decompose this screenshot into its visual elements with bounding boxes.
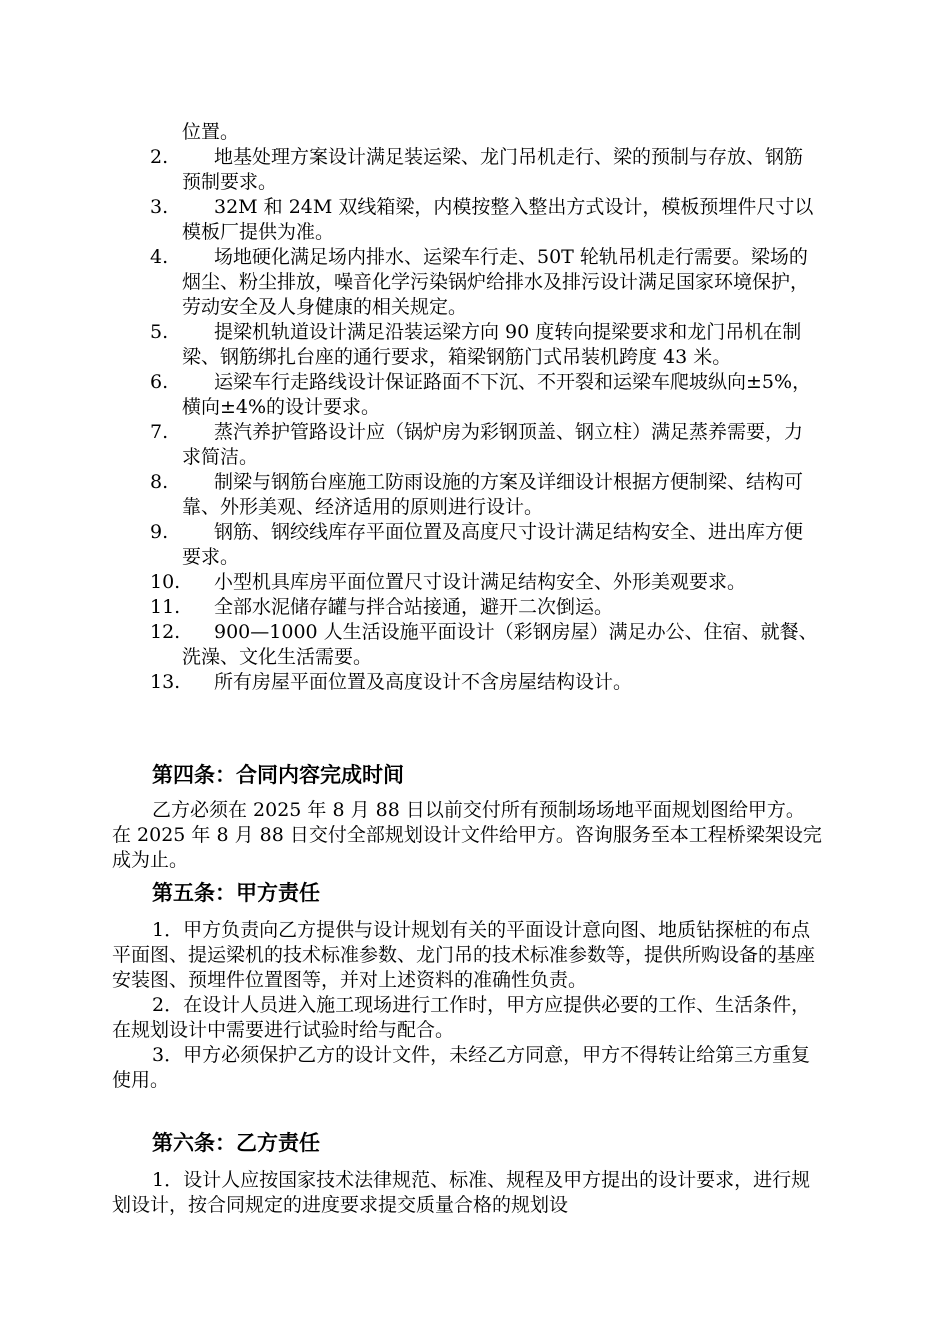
- list-item-number: 6.: [150, 371, 169, 393]
- list-item: [150, 595, 820, 620]
- list-item: [150, 195, 820, 245]
- list-item-text: 提梁机轨道设计满足沿装运梁方向 90 度转向提梁要求和龙门吊机在制梁、钢筋绑扎台座的通行要求，箱梁钢筋门式吊装机跨度 43 米。: [182, 321, 802, 368]
- list-item: [150, 670, 820, 695]
- list-item: [150, 570, 820, 595]
- list-item-number: 5.: [150, 321, 169, 343]
- paragraph: 1．甲方负责向乙方提供与设计规划有关的平面设计意向图、地质钻探桩的布点平面图、提运梁机的技术标准参数、龙门吊的技术标准参数等，提供所购设备的基座安装图、预埋件位置图等，并对上述资料的准确性负责。: [112, 919, 816, 991]
- paragraph: 1．设计人应按国家技术法律规范、标准、规程及甲方提出的设计要求，进行规划设计，按合同规定的进度要求提交质量合格的规划设: [112, 1169, 811, 1216]
- list-item: [150, 145, 820, 195]
- paragraph: 3．甲方必须保护乙方的设计文件，未经乙方同意，甲方不得转让给第三方重复使用。: [112, 1044, 811, 1091]
- list-item-text: 32M 和 24M 双线箱梁，内模按整入整出方式设计，模板预埋件尺寸以模板厂提供为准。: [182, 196, 814, 243]
- list-item-number: 4.: [150, 246, 169, 268]
- list-item-text: 所有房屋平面位置及高度设计不含房屋结构设计。: [214, 671, 633, 693]
- section-heading: 第五条：甲方责任: [152, 881, 320, 905]
- list-item-text: 小型机具库房平面位置尺寸设计满足结构安全、外形美观要求。: [214, 571, 747, 593]
- list-item: [150, 520, 820, 570]
- list-item-text: 蒸汽养护管路设计应（锅炉房为彩钢顶盖、钢立柱）满足蒸养需要，力求简洁。: [182, 421, 804, 468]
- list-item: [150, 620, 820, 670]
- list-item-text: 900—1000 人生活设施平面设计（彩钢房屋）满足办公、住宿、就餐、洗澡、文化生活需要。: [182, 621, 818, 668]
- list-item-number: 11.: [150, 596, 181, 618]
- list-item-text: 运梁车行走路线设计保证路面不下沉、不开裂和运梁车爬坡纵向±5%，横向±4%的设计要求。: [182, 371, 812, 418]
- requirements-list: [150, 120, 820, 695]
- list-item-text: 钢筋、钢绞线库存平面位置及高度尺寸设计满足结构安全、进出库方便要求。: [182, 521, 804, 568]
- list-item-text: 全部水泥储存罐与拌合站接通，避开二次倒运。: [214, 596, 614, 618]
- list-item: [150, 245, 820, 320]
- paragraph: 乙方必须在 2025 年 8 月 88 日以前交付所有预制场场地平面规划图给甲方。在 2025 年 8 月 88 日交付全部规划设计文件给甲方。咨询服务至本工程桥梁架设完成为止。: [112, 799, 822, 871]
- list-item-number: 8.: [150, 471, 169, 493]
- section-heading: 第六条：乙方责任: [152, 1131, 320, 1155]
- list-item-number: 3.: [150, 196, 169, 218]
- list-item-number: 10.: [150, 571, 181, 593]
- paragraph: 2．在设计人员进入施工现场进行工作时，甲方应提供必要的工作、生活条件，在规划设计中需要进行试验时给与配合。: [112, 994, 811, 1041]
- list-item-number: 12.: [150, 621, 181, 643]
- list-item-text: 地基处理方案设计满足装运梁、龙门吊机走行、梁的预制与存放、钢筋预制要求。: [182, 146, 804, 193]
- list-item-number: 9.: [150, 521, 169, 543]
- section-article-4: [112, 760, 822, 873]
- list-continuation-text: 位置。: [182, 121, 240, 143]
- list-item: [150, 320, 820, 370]
- list-item: [150, 470, 820, 520]
- list-item: [150, 420, 820, 470]
- list-item: [150, 370, 820, 420]
- list-item-text: 制梁与钢筋台座施工防雨设施的方案及详细设计根据方便制梁、结构可靠、外形美观、经济适用的原则进行设计。: [182, 471, 804, 518]
- list-item-number: 2.: [150, 146, 169, 168]
- section-heading: 第四条：合同内容完成时间: [152, 763, 404, 787]
- list-item-text: 场地硬化满足场内排水、运梁车行走、50T 轮轨吊机走行需要。梁场的烟尘、粉尘排放，噪音化学污染锅炉给排水及排污设计满足国家环境保护，劳动安全及人身健康的相关规定。: [182, 246, 810, 318]
- section-article-5: [112, 878, 822, 1093]
- list-item-number: 7.: [150, 421, 169, 443]
- section-article-6: [112, 1128, 822, 1218]
- list-item-number: 13.: [150, 671, 181, 693]
